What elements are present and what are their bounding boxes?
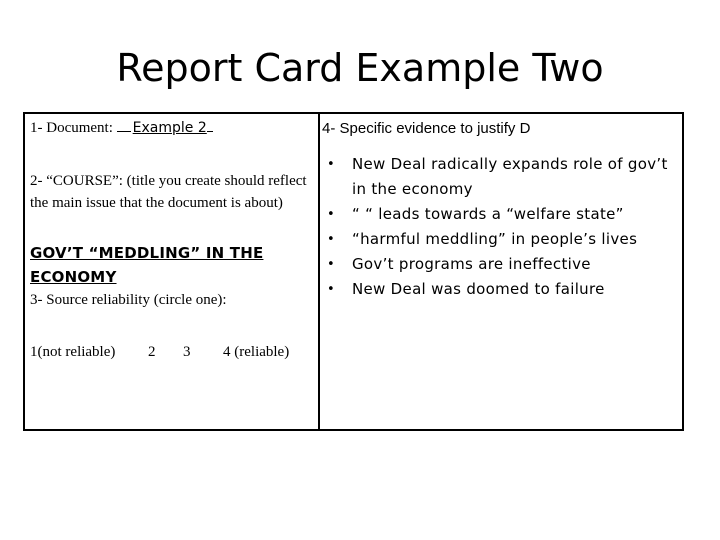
bullet-icon: • (327, 257, 335, 272)
list-item (325, 252, 680, 277)
list-item (325, 227, 680, 252)
evidence-text: Gov’t programs are ineffective (352, 255, 591, 273)
slide-title: Report Card Example Two (116, 46, 604, 90)
reliability-scale (30, 344, 310, 364)
scale-option-1[interactable]: 1(not reliable) (30, 344, 116, 360)
list-item (325, 152, 680, 202)
course-title: GOV’T “MEDDLING” IN THE ECONOMY (30, 244, 264, 286)
evidence-text: New Deal radically expands role of gov’t in the economy (352, 155, 668, 198)
evidence-text: “harmful meddling” in people’s lives (352, 230, 638, 248)
bullet-icon: • (327, 207, 335, 222)
list-item (325, 202, 680, 227)
scale-option-2[interactable]: 2 (148, 344, 156, 360)
reliability-prompt: 3- Source reliability (circle one): (30, 292, 227, 308)
column-divider (318, 114, 320, 429)
bullet-icon: • (327, 232, 335, 247)
scale-option-3[interactable]: 3 (183, 344, 191, 360)
document-value: Example 2 (132, 120, 207, 136)
evidence-text: New Deal was doomed to failure (352, 280, 605, 298)
evidence-text: “ “ leads towards a “welfare state” (352, 205, 624, 223)
scale-option-4[interactable]: 4 (reliable) (223, 344, 290, 360)
evidence-heading: 4- Specific evidence to justify D (322, 120, 531, 137)
report-card-table (23, 112, 684, 431)
blank-underline (207, 119, 213, 132)
bullet-icon: • (327, 282, 335, 297)
list-item (325, 277, 680, 302)
course-prompt: 2- “COURSE”: (title you create should reflect the main issue that the document is about) (30, 173, 307, 211)
evidence-list (325, 152, 680, 302)
document-field (30, 119, 213, 137)
document-label: 1- Document: (30, 120, 113, 136)
bullet-icon: • (327, 157, 335, 172)
blank-underline (117, 119, 131, 132)
